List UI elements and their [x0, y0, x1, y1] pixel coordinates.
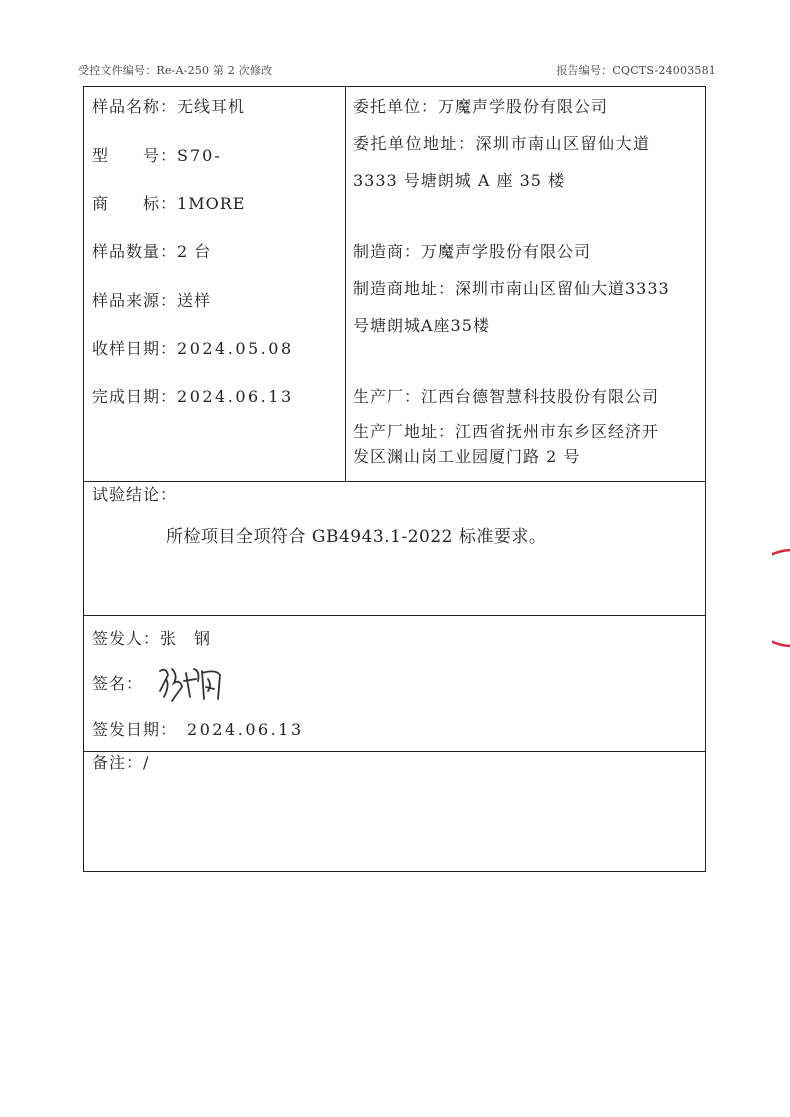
controlled-doc-number: 受控文件编号：Re-A-250 第 2 次修改 [78, 64, 273, 77]
factory-address-line2: 发区渊山岗工业园厦门路 2 号 [353, 447, 581, 466]
client-address-line2: 3333 号塘朗城 A 座 35 楼 [353, 171, 566, 190]
issuer: 签发人：张 钢 [92, 629, 212, 648]
sample-name: 样品名称：无线耳机 [92, 97, 246, 116]
row-divider [84, 481, 705, 482]
issue-date-label: 签发日期： [92, 720, 178, 739]
signature-label: 签名： [92, 674, 144, 693]
sample-brand [92, 192, 245, 216]
sample-brand-label: 商 标： [92, 194, 178, 213]
received-date-label: 收样日期： [92, 339, 178, 358]
report-table [83, 86, 706, 872]
issue-date [92, 718, 304, 742]
sample-source: 样品来源：送样 [92, 291, 212, 310]
completed-date-label: 完成日期： [92, 387, 178, 406]
completed-date [92, 385, 294, 409]
report-number: 报告编号：CQCTS-24003581 [556, 64, 716, 77]
sample-quantity: 样品数量：2 台 [92, 242, 212, 261]
remarks: 备注：/ [92, 753, 150, 772]
manufacturer-address-line1: 制造商地址：深圳市南山区留仙大道3333 [353, 279, 670, 298]
received-date-value: 2024.05.08 [177, 339, 294, 358]
conclusion-text: 所检项目全项符合 GB4943.1-2022 标准要求。 [166, 527, 547, 547]
sample-model-label: 型 号： [92, 146, 178, 165]
official-seal-stamp [772, 548, 790, 648]
row-divider [84, 751, 705, 752]
row-divider [84, 615, 705, 616]
manufacturer: 制造商：万魔声学股份有限公司 [353, 242, 592, 261]
factory: 生产厂：江西台德智慧科技股份有限公司 [353, 387, 660, 406]
sample-model-value: S70- [177, 146, 222, 165]
received-date [92, 337, 294, 361]
sample-model [92, 144, 222, 168]
handwritten-signature [156, 661, 226, 703]
completed-date-value: 2024.06.13 [177, 387, 294, 406]
manufacturer-address-line2: 号塘朗城A座35楼 [353, 316, 490, 335]
sample-brand-value: 1MORE [177, 194, 246, 213]
conclusion-label: 试验结论： [92, 485, 178, 504]
column-divider [345, 87, 346, 482]
client-address-line1: 委托单位地址：深圳市南山区留仙大道 [353, 134, 651, 153]
factory-address-line1: 生产厂地址：江西省抚州市东乡区经济开 [353, 422, 660, 441]
client-unit: 委托单位：万魔声学股份有限公司 [353, 97, 609, 116]
issue-date-value: 2024.06.13 [187, 720, 304, 739]
